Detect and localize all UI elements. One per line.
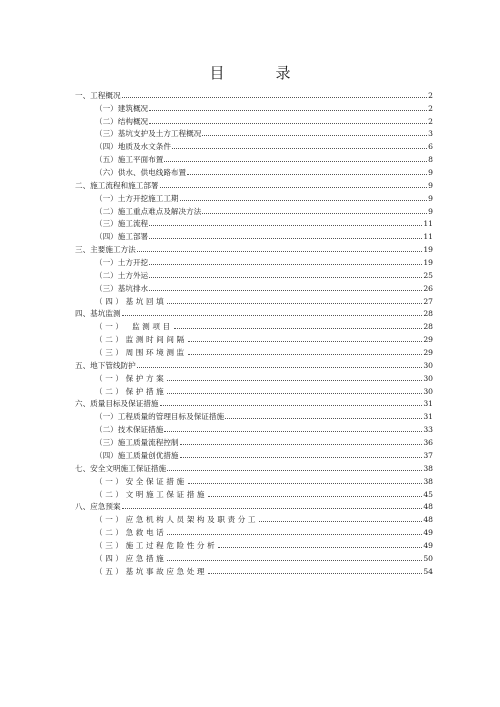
toc-entry-label: （二）监测时间间隔 xyxy=(95,335,187,345)
toc-section-entry[interactable] xyxy=(75,241,433,254)
toc-page-number: 48 xyxy=(423,515,433,525)
toc-page-number: 29 xyxy=(423,348,433,358)
toc-page-number: 9 xyxy=(428,193,433,203)
toc-page-number: 28 xyxy=(423,309,433,319)
toc-leader-dots xyxy=(149,277,422,278)
toc-section-entry[interactable] xyxy=(75,87,433,100)
toc-entry-label: （四）地质及水文条件 xyxy=(95,142,171,152)
toc-page-number: 38 xyxy=(423,476,433,486)
toc-page-number: 31 xyxy=(423,412,433,422)
toc-leader-dots xyxy=(180,200,428,201)
toc-leader-dots xyxy=(149,225,422,226)
toc-page-number: 9 xyxy=(428,180,433,190)
toc-leader-dots xyxy=(167,534,422,535)
toc-entry-label: （五）基坑事故应急处理 xyxy=(95,566,208,576)
toc-subsection-entry[interactable] xyxy=(75,203,433,216)
toc-entry-label: （二）保护措施 xyxy=(95,386,167,396)
toc-subsection-entry[interactable] xyxy=(75,537,433,550)
toc-subsection-entry[interactable] xyxy=(75,216,433,229)
toc-entry-label: （二）急救电话 xyxy=(95,528,167,538)
toc-section-entry[interactable] xyxy=(75,460,433,473)
toc-subsection-entry[interactable] xyxy=(75,486,433,499)
toc-leader-dots xyxy=(167,303,422,304)
toc-leader-dots xyxy=(188,354,423,355)
toc-page-number: 33 xyxy=(423,425,433,435)
toc-subsection-entry[interactable] xyxy=(75,408,433,421)
toc-entry-label: （二）文明施工保证措施 xyxy=(95,489,208,499)
toc-entry-label: 七、安全文明施工保证措施 xyxy=(75,463,167,473)
toc-leader-dots xyxy=(180,444,423,445)
toc-subsection-entry[interactable] xyxy=(75,434,433,447)
toc-page-number: 2 xyxy=(428,116,433,126)
toc-subsection-entry[interactable] xyxy=(75,563,433,576)
toc-entry-label: （二）土方外运 xyxy=(95,270,149,280)
toc-subsection-entry[interactable] xyxy=(75,318,433,331)
toc-page-number: 31 xyxy=(423,399,433,409)
toc-page-number: 49 xyxy=(423,528,433,538)
toc-subsection-entry[interactable] xyxy=(75,383,433,396)
toc-page-number: 26 xyxy=(423,283,433,293)
toc-page-number: 19 xyxy=(423,245,433,255)
toc-section-entry[interactable] xyxy=(75,396,433,409)
toc-subsection-entry[interactable] xyxy=(75,550,433,563)
toc-page-number: 38 xyxy=(423,463,433,473)
toc-leader-dots xyxy=(187,174,427,175)
toc-leader-dots xyxy=(218,547,422,548)
toc-section-entry[interactable] xyxy=(75,499,433,512)
toc-entry-label: （一） 监测项目 xyxy=(95,322,173,332)
toc-leader-dots xyxy=(225,418,422,419)
toc-leader-dots xyxy=(160,187,428,188)
toc-page-number: 36 xyxy=(423,438,433,448)
toc-subsection-entry[interactable] xyxy=(75,421,433,434)
toc-subsection-entry[interactable] xyxy=(75,151,433,164)
toc-entry-label: （二）技术保证措施 xyxy=(95,425,164,435)
toc-leader-dots xyxy=(122,508,423,509)
toc-leader-dots xyxy=(188,483,423,484)
toc-leader-dots xyxy=(149,290,422,291)
toc-leader-dots xyxy=(180,457,423,458)
toc-entry-label: （三）施工质量流程控制 xyxy=(95,438,179,448)
toc-subsection-entry[interactable] xyxy=(75,511,433,524)
toc-subsection-entry[interactable] xyxy=(75,126,433,139)
toc-leader-dots xyxy=(259,521,422,522)
toc-entry-label: （二）结构概况 xyxy=(95,116,149,126)
toc-page-number: 30 xyxy=(423,373,433,383)
toc-entry-label: （二）施工重点难点及解决方法 xyxy=(95,206,202,216)
toc-page-number: 19 xyxy=(423,258,433,268)
toc-section-entry[interactable] xyxy=(75,306,433,319)
toc-page-number: 11 xyxy=(423,232,433,242)
toc-entry-label: 二、施工流程和施工部署 xyxy=(75,180,159,190)
toc-subsection-entry[interactable] xyxy=(75,100,433,113)
toc-entry-label: 四、基坑监测 xyxy=(75,309,121,319)
toc-entry-label: （三）基坑支护及土方工程概况 xyxy=(95,129,202,139)
toc-entry-label: （四）应急措施 xyxy=(95,553,167,563)
toc-entry-label: （三）周围环境测监 xyxy=(95,348,187,358)
toc-leader-dots xyxy=(164,431,422,432)
toc-page-number: 27 xyxy=(423,296,433,306)
toc-entry-label: （一）工程质量的管理目标及保证措施 xyxy=(95,412,225,422)
toc-leader-dots xyxy=(172,148,427,149)
toc-section-entry[interactable] xyxy=(75,177,433,190)
toc-leader-dots xyxy=(122,315,423,316)
toc-entry-label: （一）安全保证措施 xyxy=(95,476,187,486)
toc-entry-label: （三）基坑排水 xyxy=(95,283,149,293)
toc-subsection-entry[interactable] xyxy=(75,228,433,241)
toc-leader-dots xyxy=(208,496,422,497)
toc-entry-label: （五）施工平面布置 xyxy=(95,155,164,165)
toc-leader-dots xyxy=(149,264,422,265)
toc-page-number: 30 xyxy=(423,386,433,396)
toc-page-number: 37 xyxy=(423,450,433,460)
toc-subsection-entry[interactable] xyxy=(75,164,433,177)
table-of-contents xyxy=(75,87,433,576)
toc-page-number: 9 xyxy=(428,168,433,178)
toc-entry-label: （四）施工质量创优措施 xyxy=(95,450,179,460)
toc-page-number: 49 xyxy=(423,540,433,550)
toc-subsection-entry[interactable] xyxy=(75,254,433,267)
toc-page-number: 25 xyxy=(423,270,433,280)
toc-subsection-entry[interactable] xyxy=(75,190,433,203)
toc-entry-label: （一）建筑概况 xyxy=(95,103,149,113)
toc-subsection-entry[interactable] xyxy=(75,447,433,460)
toc-entry-label: （四）施工部署 xyxy=(95,232,149,242)
toc-page-number: 29 xyxy=(423,335,433,345)
toc-entry-label: 三、主要施工方法 xyxy=(75,245,136,255)
toc-subsection-entry[interactable] xyxy=(75,370,433,383)
toc-leader-dots xyxy=(137,367,423,368)
toc-subsection-entry[interactable] xyxy=(75,331,433,344)
toc-subsection-entry[interactable] xyxy=(75,267,433,280)
toc-leader-dots xyxy=(149,110,427,111)
page-title: 目 录 xyxy=(209,64,309,82)
toc-leader-dots xyxy=(149,123,427,124)
toc-page-number: 11 xyxy=(423,219,433,229)
toc-leader-dots xyxy=(137,251,423,252)
toc-leader-dots xyxy=(164,161,427,162)
toc-subsection-entry[interactable] xyxy=(75,473,433,486)
toc-page-number: 9 xyxy=(428,206,433,216)
toc-entry-label: （一）土方开挖施工工期 xyxy=(95,193,179,203)
toc-entry-label: （三）施工过程危险性分析 xyxy=(95,540,218,550)
toc-page-number: 28 xyxy=(423,322,433,332)
toc-page-number: 8 xyxy=(428,155,433,165)
toc-leader-dots xyxy=(188,341,423,342)
toc-leader-dots xyxy=(167,470,422,471)
toc-subsection-entry[interactable] xyxy=(75,138,433,151)
toc-page-number: 6 xyxy=(428,142,433,152)
toc-leader-dots xyxy=(202,135,427,136)
toc-entry-label: （一）土方开挖 xyxy=(95,258,149,268)
toc-leader-dots xyxy=(122,97,428,98)
toc-subsection-entry[interactable] xyxy=(75,293,433,306)
toc-section-entry[interactable] xyxy=(75,357,433,370)
toc-leader-dots xyxy=(160,405,423,406)
toc-entry-label: （四）基坑回填 xyxy=(95,296,167,306)
toc-leader-dots xyxy=(202,213,427,214)
toc-leader-dots xyxy=(167,380,422,381)
toc-entry-label: （三）施工流程 xyxy=(95,219,149,229)
toc-page-number: 3 xyxy=(428,129,433,139)
toc-page-number: 50 xyxy=(423,553,433,563)
toc-entry-label: （六）供水、供电线路布置 xyxy=(95,168,187,178)
toc-subsection-entry[interactable] xyxy=(75,280,433,293)
toc-leader-dots xyxy=(167,560,422,561)
toc-entry-label: 一、工程概况 xyxy=(75,90,121,100)
toc-leader-dots xyxy=(174,328,423,329)
toc-subsection-entry[interactable] xyxy=(75,524,433,537)
toc-page-number: 54 xyxy=(423,566,433,576)
toc-page-number: 2 xyxy=(428,90,433,100)
toc-leader-dots xyxy=(167,393,422,394)
toc-entry-label: （一）保护方案 xyxy=(95,373,167,383)
toc-entry-label: 八、应急预案 xyxy=(75,502,121,512)
toc-page-number: 45 xyxy=(423,489,433,499)
toc-subsection-entry[interactable] xyxy=(75,344,433,357)
toc-entry-label: （一）应急机构人员架构及职责分工 xyxy=(95,515,259,525)
toc-leader-dots xyxy=(149,238,422,239)
toc-entry-label: 五、地下管线防护 xyxy=(75,360,136,370)
toc-page-number: 2 xyxy=(428,103,433,113)
toc-subsection-entry[interactable] xyxy=(75,113,433,126)
toc-leader-dots xyxy=(208,573,422,574)
toc-entry-label: 六、质量目标及保证措施 xyxy=(75,399,159,409)
toc-page-number: 30 xyxy=(423,360,433,370)
toc-page-number: 48 xyxy=(423,502,433,512)
